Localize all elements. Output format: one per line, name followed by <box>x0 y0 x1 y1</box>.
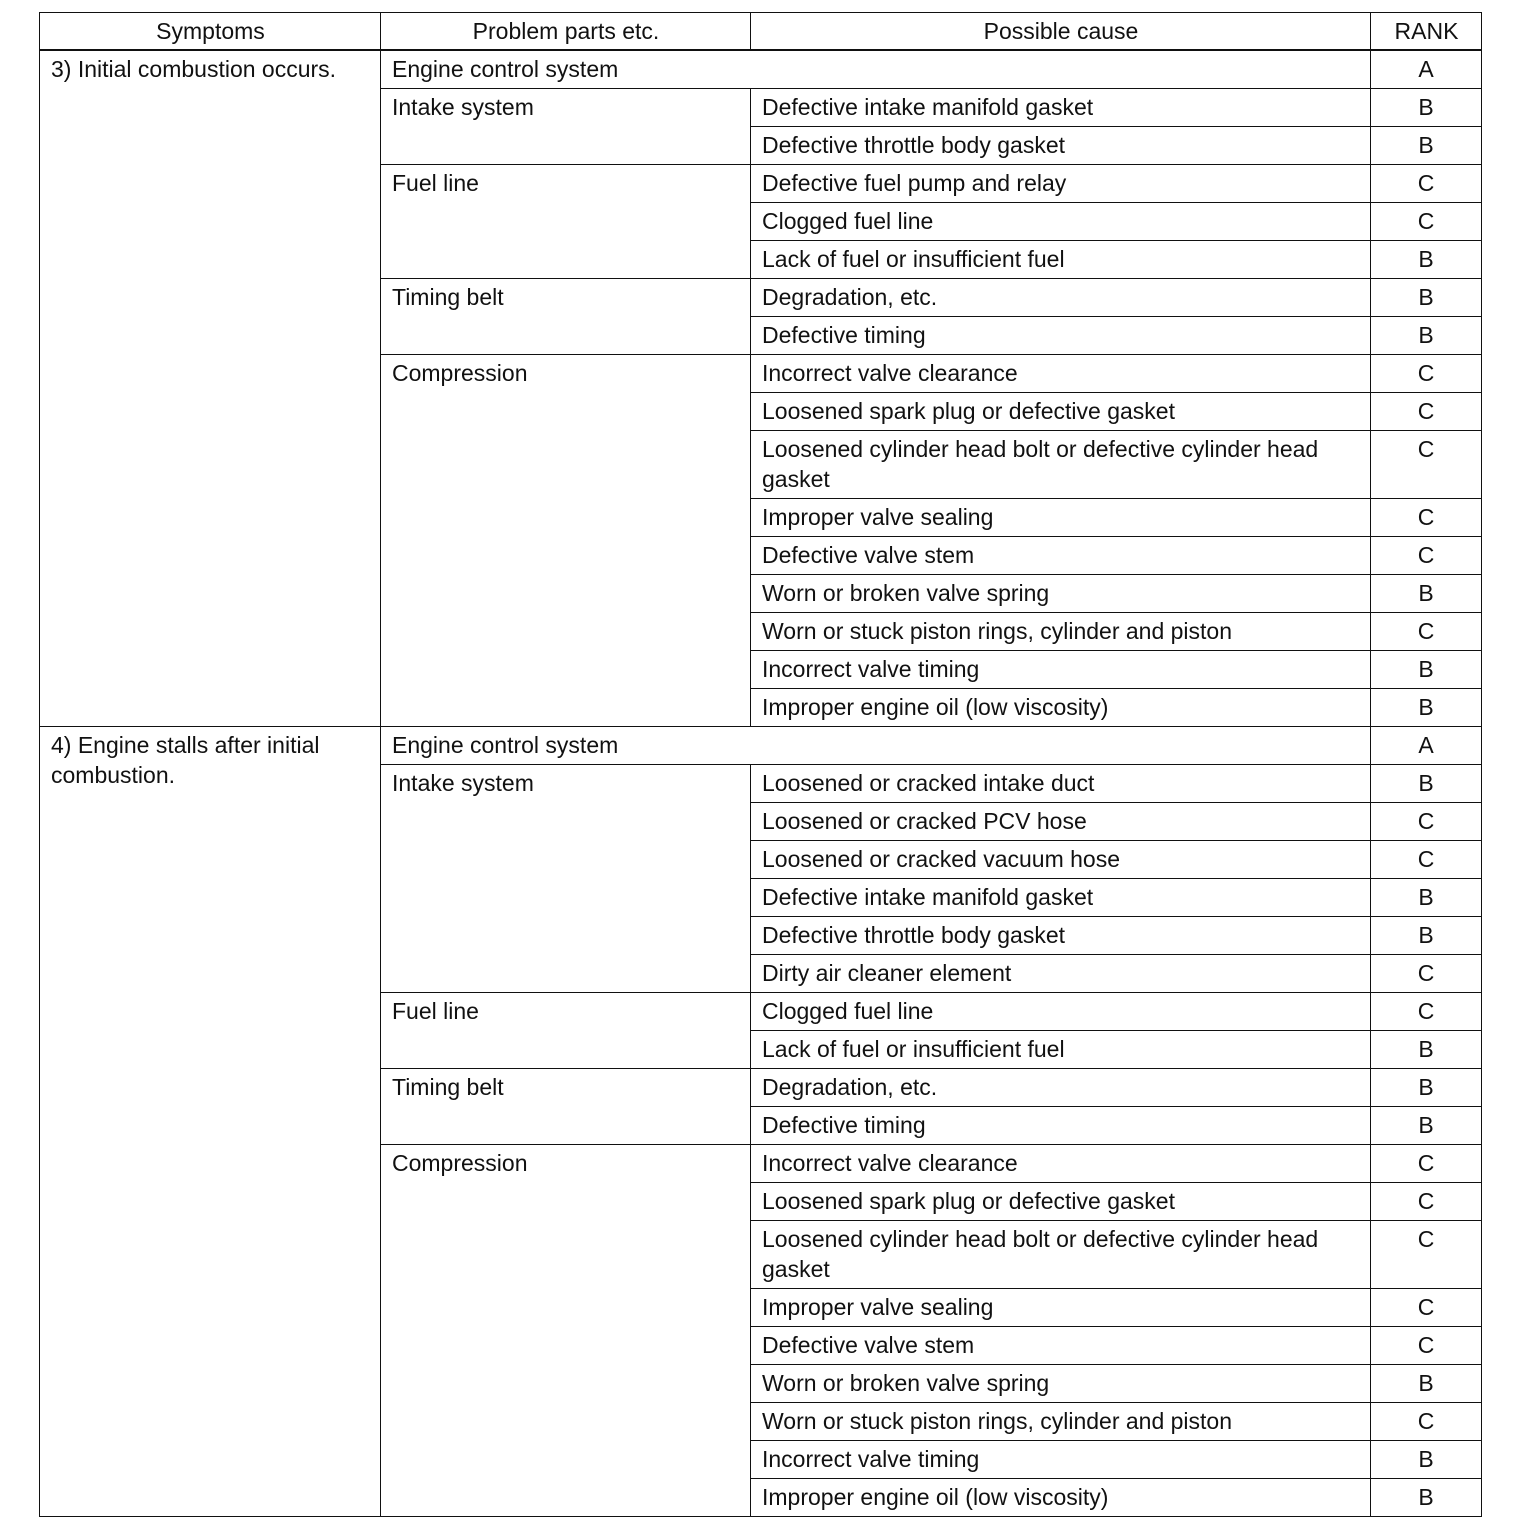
possible-cause-cell: Loosened or cracked vacuum hose <box>751 841 1371 879</box>
possible-cause-cell: Defective fuel pump and relay <box>751 165 1371 203</box>
rank-cell: B <box>1371 765 1482 803</box>
diagnosis-table <box>39 12 1482 1517</box>
symptom-cell: 4) Engine stalls after initial combustion. <box>40 727 381 1517</box>
rank-cell: C <box>1371 993 1482 1031</box>
system-row <box>40 50 1482 89</box>
possible-cause-cell: Defective timing <box>751 1107 1371 1145</box>
rank-cell: B <box>1371 651 1482 689</box>
possible-cause-cell: Defective throttle body gasket <box>751 127 1371 165</box>
header-row <box>40 13 1482 51</box>
header-possible-cause: Possible cause <box>751 13 1371 51</box>
possible-cause-cell: Loosened cylinder head bolt or defective cylinder head gasket <box>751 431 1371 499</box>
rank-cell: C <box>1371 1289 1482 1327</box>
possible-cause-cell: Worn or broken valve spring <box>751 1365 1371 1403</box>
rank-cell: B <box>1371 917 1482 955</box>
problem-part-cell: Compression <box>381 355 751 727</box>
rank-cell: B <box>1371 127 1482 165</box>
header-rank: RANK <box>1371 13 1482 51</box>
possible-cause-cell: Lack of fuel or insufficient fuel <box>751 1031 1371 1069</box>
system-row <box>40 727 1482 765</box>
possible-cause-cell: Improper engine oil (low viscosity) <box>751 1479 1371 1517</box>
rank-cell: B <box>1371 1365 1482 1403</box>
possible-cause-cell: Clogged fuel line <box>751 993 1371 1031</box>
rank-cell: C <box>1371 1183 1482 1221</box>
rank-cell: B <box>1371 1107 1482 1145</box>
rank-cell: C <box>1371 613 1482 651</box>
rank-cell: C <box>1371 165 1482 203</box>
problem-part-cell: Timing belt <box>381 279 751 355</box>
problem-part-cell: Compression <box>381 1145 751 1517</box>
rank-cell: B <box>1371 1441 1482 1479</box>
possible-cause-cell: Defective valve stem <box>751 537 1371 575</box>
possible-cause-cell: Loosened or cracked PCV hose <box>751 803 1371 841</box>
rank-cell: B <box>1371 1031 1482 1069</box>
possible-cause-cell: Incorrect valve timing <box>751 651 1371 689</box>
possible-cause-cell: Worn or stuck piston rings, cylinder and piston <box>751 1403 1371 1441</box>
rank-cell: C <box>1371 431 1482 499</box>
rank-cell: C <box>1371 841 1482 879</box>
possible-cause-cell: Incorrect valve clearance <box>751 355 1371 393</box>
rank-cell: C <box>1371 1403 1482 1441</box>
possible-cause-cell: Degradation, etc. <box>751 1069 1371 1107</box>
possible-cause-cell: Defective intake manifold gasket <box>751 89 1371 127</box>
rank-cell: C <box>1371 393 1482 431</box>
possible-cause-cell: Defective timing <box>751 317 1371 355</box>
rank-cell: C <box>1371 499 1482 537</box>
rank-cell: C <box>1371 1327 1482 1365</box>
rank-cell: B <box>1371 317 1482 355</box>
possible-cause-cell: Degradation, etc. <box>751 279 1371 317</box>
problem-part-cell: Fuel line <box>381 993 751 1069</box>
problem-part-cell: Fuel line <box>381 165 751 279</box>
problem-part-cell: Timing belt <box>381 1069 751 1145</box>
possible-cause-cell: Lack of fuel or insufficient fuel <box>751 241 1371 279</box>
rank-cell: C <box>1371 537 1482 575</box>
possible-cause-cell: Defective intake manifold gasket <box>751 879 1371 917</box>
rank-cell: C <box>1371 1221 1482 1289</box>
possible-cause-cell: Improper engine oil (low viscosity) <box>751 689 1371 727</box>
possible-cause-cell: Loosened spark plug or defective gasket <box>751 393 1371 431</box>
possible-cause-cell: Incorrect valve timing <box>751 1441 1371 1479</box>
problem-part-cell: Engine control system <box>381 50 1371 89</box>
possible-cause-cell: Defective throttle body gasket <box>751 917 1371 955</box>
header-problem-parts: Problem parts etc. <box>381 13 751 51</box>
problem-part-cell: Intake system <box>381 89 751 165</box>
symptom-cell: 3) Initial combustion occurs. <box>40 50 381 727</box>
problem-part-cell: Engine control system <box>381 727 1371 765</box>
possible-cause-cell: Defective valve stem <box>751 1327 1371 1365</box>
rank-cell: C <box>1371 203 1482 241</box>
table-body <box>40 50 1482 1517</box>
possible-cause-cell: Improper valve sealing <box>751 1289 1371 1327</box>
possible-cause-cell: Worn or broken valve spring <box>751 575 1371 613</box>
rank-cell: B <box>1371 879 1482 917</box>
rank-cell: A <box>1371 50 1482 89</box>
rank-cell: C <box>1371 1145 1482 1183</box>
rank-cell: B <box>1371 89 1482 127</box>
rank-cell: B <box>1371 241 1482 279</box>
possible-cause-cell: Loosened or cracked intake duct <box>751 765 1371 803</box>
rank-cell: C <box>1371 803 1482 841</box>
rank-cell: B <box>1371 689 1482 727</box>
possible-cause-cell: Incorrect valve clearance <box>751 1145 1371 1183</box>
rank-cell: B <box>1371 1069 1482 1107</box>
possible-cause-cell: Clogged fuel line <box>751 203 1371 241</box>
rank-cell: B <box>1371 1479 1482 1517</box>
possible-cause-cell: Dirty air cleaner element <box>751 955 1371 993</box>
possible-cause-cell: Loosened spark plug or defective gasket <box>751 1183 1371 1221</box>
possible-cause-cell: Loosened cylinder head bolt or defective cylinder head gasket <box>751 1221 1371 1289</box>
possible-cause-cell: Worn or stuck piston rings, cylinder and piston <box>751 613 1371 651</box>
rank-cell: A <box>1371 727 1482 765</box>
possible-cause-cell: Improper valve sealing <box>751 499 1371 537</box>
rank-cell: B <box>1371 575 1482 613</box>
header-symptoms: Symptoms <box>40 13 381 51</box>
problem-part-cell: Intake system <box>381 765 751 993</box>
rank-cell: B <box>1371 279 1482 317</box>
rank-cell: C <box>1371 355 1482 393</box>
rank-cell: C <box>1371 955 1482 993</box>
